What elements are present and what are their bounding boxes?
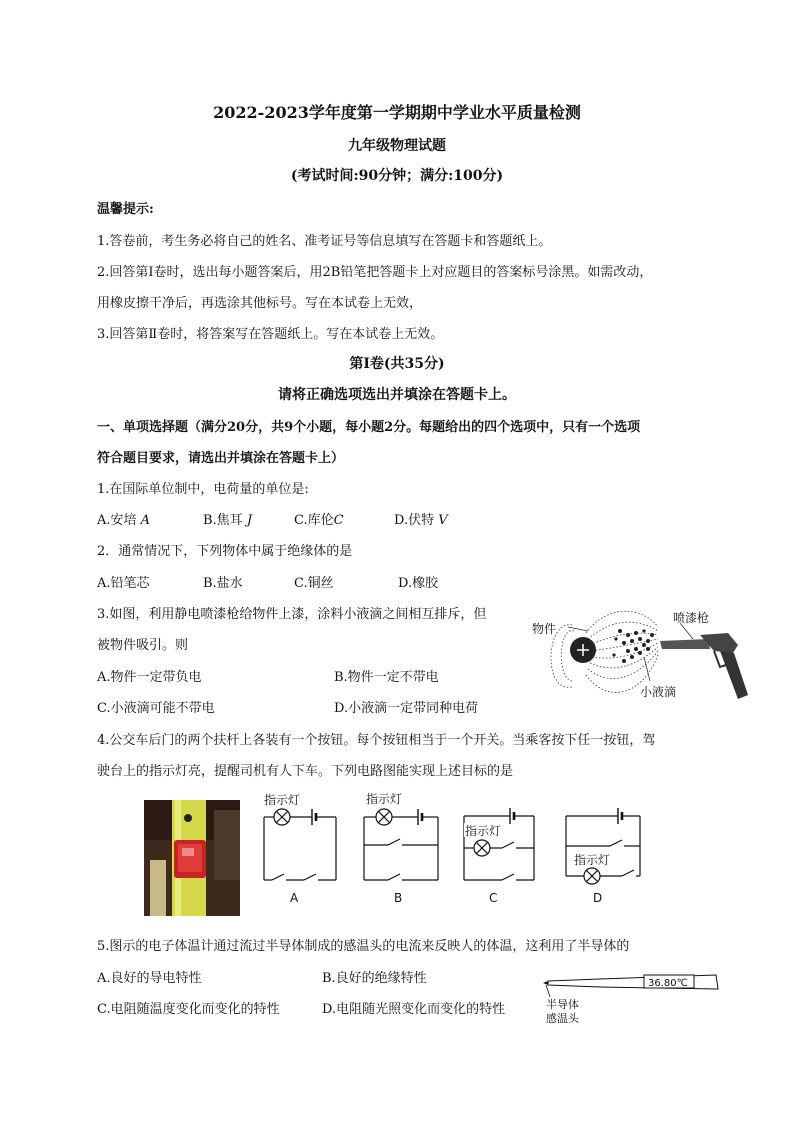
circuit-b (358, 790, 448, 907)
tip-item: 用橡皮擦干净后，再选涂其他标号。写在本试卷上无效， (97, 296, 423, 311)
q4-stem: 4.公交车后门的两个扶杆上各装有一个按钮。每个按钮相当于一个开关。当乘客按下任一按钮，驾 (97, 733, 656, 748)
q2-option-c: C.铜丝 (294, 576, 334, 591)
q3-option-c: C.小液滴可能不带电 (97, 701, 215, 716)
circuit-d-label: D (593, 891, 603, 905)
circuit-d-lamp-label: 指示灯 (574, 853, 611, 867)
circuit-d (560, 806, 650, 907)
tip-item: 1.答卷前，考生务必将自己的姓名、准考证号等信息填写在答题卡和答题纸上。 (97, 234, 552, 249)
exam-subtitle: 九年级物理试题 (348, 138, 446, 154)
label-object: 物件 (532, 622, 557, 636)
circuit-b-label: B (394, 891, 403, 905)
q3-stem-cont: 被物件吸引。则 (97, 638, 189, 653)
circuit-b-lamp-label: 指示灯 (366, 792, 403, 806)
sensor-label-line2: 感温头 (546, 1012, 579, 1025)
circuit-c (458, 806, 543, 907)
circuit-a-lamp-label: 指示灯 (264, 793, 301, 807)
part1-title: 第Ⅰ卷(共35分) (349, 356, 445, 372)
circuit-c-label: C (489, 891, 498, 905)
q2-option-d: D.橡胶 (398, 576, 439, 591)
circuit-a (258, 792, 343, 907)
q1-option-b: B.焦耳 J (203, 513, 253, 528)
tip-item: 3.回答第Ⅱ卷时，将答案写在答题纸上。写在本试卷上无效。 (97, 327, 444, 342)
circuit-a-label: A (290, 891, 299, 905)
sensor-label-line1: 半导体 (546, 998, 579, 1011)
q5-option-d: D.电阻随光照变化而变化的特性 (322, 1002, 506, 1017)
thermometer-reading: 36.80℃ (648, 978, 688, 989)
spray-gun-figure (528, 605, 753, 705)
q2-stem: 2．通常情况下，下列物体中属于绝缘体的是 (97, 544, 353, 559)
part1-instruction: 请将正确选项选出并填涂在答题卡上。 (278, 387, 516, 403)
bus-button-photo (144, 800, 240, 916)
q5-option-b: B.良好的绝缘特性 (322, 971, 427, 986)
q3-option-d: D.小液滴一定带同种电荷 (334, 701, 479, 716)
tip-item: 2.回答第Ⅰ卷时，选出每小题答案后，用2B铅笔把答题卡上对应题目的答案标号涂黑。如需改动， (97, 265, 653, 280)
exam-time: (考试时间:90分钟；满分:100分) (290, 168, 504, 184)
exam-title: 2022-2023学年度第一学期期中学业水平质量检测 (213, 103, 581, 122)
q5-option-a: A.良好的导电特性 (97, 971, 202, 986)
q3-option-b: B.物件一定不带电 (334, 670, 439, 685)
section-heading: 一、单项选择题（满分20分，共9个小题，每小题2分。每题给出的四个选项中，只有一个选项 (97, 420, 641, 435)
q4-stem-cont: 驶台上的指示灯亮，提醒司机有人下车。下列电路图能实现上述目标的是 (97, 764, 514, 779)
q1-option-d: D.伏特 V (394, 513, 448, 528)
circuit-c-lamp-label: 指示灯 (465, 824, 502, 838)
label-droplet: 小液滴 (640, 685, 677, 699)
q1-option-c: C.库伦C (294, 513, 344, 528)
section-heading-cont: 符合题目要求，请选出并填涂在答题卡上） (97, 451, 345, 466)
q1-stem: 1.在国际单位制中，电荷量的单位是: (97, 482, 309, 497)
q2-option-b: B.盐水 (203, 576, 243, 591)
q2-option-a: A.铅笔芯 (97, 576, 150, 591)
q1-option-a: A.安培 A (97, 513, 151, 528)
thermometer-figure (540, 965, 722, 1027)
label-spray-gun: 喷漆枪 (673, 611, 710, 625)
q3-option-a: A.物件一定带负电 (97, 670, 202, 685)
q5-option-c: C.电阻随温度变化而变化的特性 (97, 1002, 280, 1017)
tips-heading: 温馨提示: (97, 202, 154, 217)
q3-stem: 3.如图，利用静电喷漆枪给物件上漆，涂料小液滴之间相互排斥，但 (97, 607, 487, 622)
q5-stem: 5.图示的电子体温计通过流过半导体制成的感温头的电流来反映人的体温，这利用了半导体的 (97, 939, 630, 954)
